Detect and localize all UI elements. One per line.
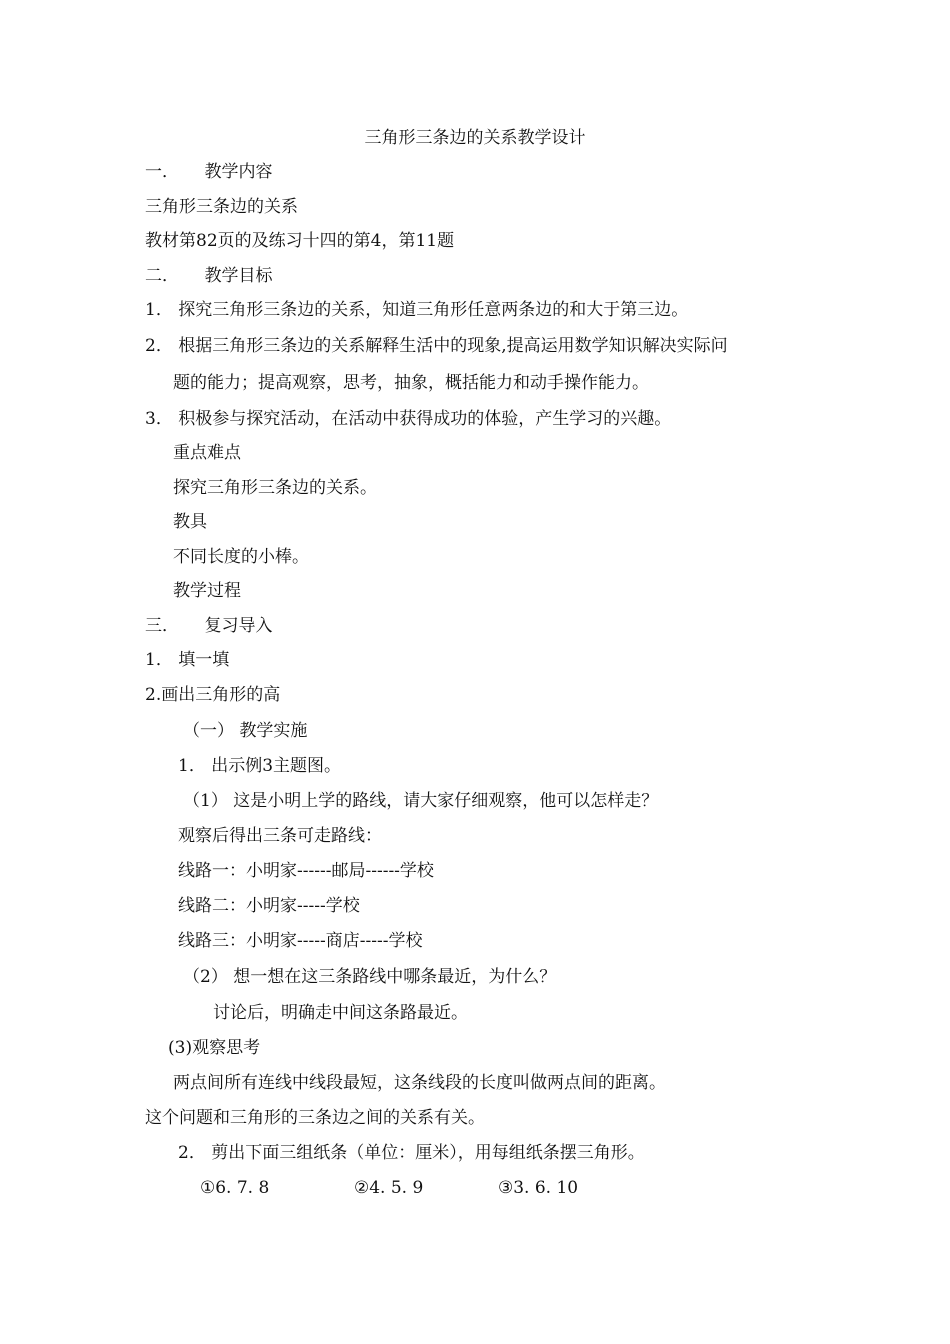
list-item: 1． 探究三角形三条边的关系，知道三角形任意两条边的和大于第三边。 xyxy=(145,300,689,320)
paragraph: 观察后得出三条可走路线： xyxy=(178,826,382,846)
paragraph: 探究三角形三条边的关系。 xyxy=(173,478,377,498)
list-item: 1． 出示例3主题图。 xyxy=(178,756,342,776)
list-item: 2． 根据三角形三条边的关系解释生活中的现象,提高运用数学知识解决实际问 xyxy=(145,336,728,356)
list-item-continuation: 题的能力；提高观察，思考，抽象，概括能力和动手操作能力。 xyxy=(173,373,649,393)
strip-group-1: ①6. 7. 8 xyxy=(200,1178,270,1198)
subheading: 重点难点 xyxy=(173,443,241,463)
list-item: （1） 这是小明上学的路线，请大家仔细观察，他可以怎样走？ xyxy=(183,791,659,811)
route-line: 线路三：小明家-----商店-----学校 xyxy=(178,931,423,951)
strip-group-3: ③3. 6. 10 xyxy=(498,1178,579,1198)
route-line: 线路二：小明家-----学校 xyxy=(178,896,360,916)
paragraph: 不同长度的小棒。 xyxy=(173,547,309,567)
paragraph: 讨论后，明确走中间这条路最近。 xyxy=(213,1003,468,1023)
paragraph: 两点间所有连线中线段最短，这条线段的长度叫做两点间的距离。 xyxy=(173,1073,666,1093)
subheading: 教具 xyxy=(173,512,207,532)
section-heading-2: 二． 教学目标 xyxy=(145,266,273,286)
paragraph: 三角形三条边的关系 xyxy=(145,197,298,217)
list-item: 2.画出三角形的高 xyxy=(145,685,281,705)
paragraph: 教材第82页的及练习十四的第4，第11题 xyxy=(145,231,455,251)
list-item: 3． 积极参与探究活动，在活动中获得成功的体验，产生学习的兴趣。 xyxy=(145,409,672,429)
list-item: 2． 剪出下面三组纸条（单位：厘米），用每组纸条摆三角形。 xyxy=(178,1143,645,1163)
strip-group-2: ②4. 5. 9 xyxy=(354,1178,424,1198)
route-line: 线路一：小明家------邮局------学校 xyxy=(178,861,434,881)
section-heading-1: 一． 教学内容 xyxy=(145,162,273,182)
subheading: 教学过程 xyxy=(173,581,241,601)
document-title: 三角形三条边的关系教学设计 xyxy=(364,128,586,148)
subheading: (3)观察思考 xyxy=(168,1038,261,1058)
paragraph: 这个问题和三角形的三条边之间的关系有关。 xyxy=(145,1108,485,1128)
section-heading-3: 三． 复习导入 xyxy=(145,616,273,636)
list-item: 1． 填一填 xyxy=(145,650,230,670)
subsection-heading: （一） 教学实施 xyxy=(183,721,308,741)
list-item: （2） 想一想在这三条路线中哪条最近，为什么？ xyxy=(183,967,557,987)
